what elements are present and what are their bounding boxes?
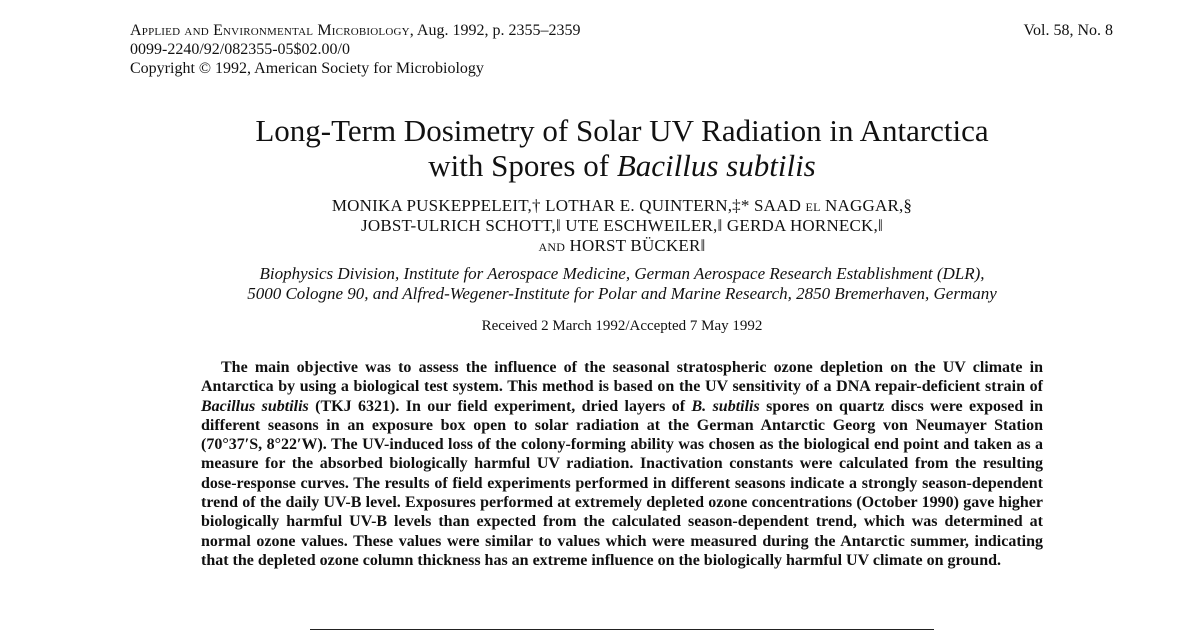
affiliation: [0, 264, 1200, 304]
title-line-1: Long-Term Dosimetry of Solar UV Radiation in Antarctica: [255, 113, 989, 148]
abstract-paragraph: [201, 358, 1043, 570]
authors-line-3-text: HORST BÜCKER‖: [565, 236, 706, 255]
authors-line-3: [0, 236, 1200, 256]
authors-line-1-a: MONIKA PUSKEPPELEIT,† LOTHAR E. QUINTERN,‡* SAAD: [331, 196, 806, 215]
authors-line-1-b: NAGGAR,§: [820, 196, 913, 215]
authors-line-1-sc: el: [805, 196, 821, 215]
abstract-part-1: The main objective was to assess the influence of the seasonal stratospheric ozone depletion on the UV climate in Antarctica by using a biological test system. This method is based on the UV sensitivity of a DNA repair-deficient strain of: [201, 359, 1043, 396]
title-line-2-text: with Spores of: [428, 148, 617, 183]
issn-line: 0099-2240/92/082355-05$02.00/0: [130, 41, 350, 58]
volume-issue: Vol. 58, No. 8: [1023, 22, 1113, 39]
paper-title: [0, 113, 1200, 183]
copyright-line: Copyright © 1992, American Society for Microbiology: [130, 60, 484, 77]
abstract-species-1: Bacillus subtilis: [201, 397, 309, 415]
abstract: [201, 358, 1043, 570]
author-list: [0, 196, 1200, 256]
abstract-part-2: (TKJ 6321). In our field experiment, dried layers of: [308, 397, 692, 415]
authors-line-2: JOBST-ULRICH SCHOTT,‖ UTE ESCHWEILER,‖ GERDA HORNECK,‖: [361, 216, 883, 235]
citation-details: , Aug. 1992, p. 2355–2359: [409, 22, 581, 39]
affiliation-line-2: 5000 Cologne 90, and Alfred-Wegener-Institute for Polar and Marine Research, 2850 Bremerhaven, Germany: [247, 284, 997, 303]
authors-line-1: [0, 196, 1200, 216]
title-species-name: Bacillus subtilis: [616, 148, 816, 183]
affiliation-line-1: Biophysics Division, Institute for Aerospace Medicine, German Aerospace Research Establishment (DLR),: [259, 264, 985, 283]
journal-citation-line: [130, 21, 580, 40]
authors-and: and: [538, 236, 566, 255]
section-divider: [310, 629, 934, 630]
received-accepted-dates: Received 2 March 1992/Accepted 7 May 1992: [481, 318, 763, 334]
journal-header: [130, 21, 580, 78]
abstract-part-3: spores on quartz discs were exposed in different seasons in an exposure box open to solar radiation at the German Antarctic Georg von Neumayer Station (70°37′S, 8°22′W). The UV-induced loss of the colony-forming ability was chosen as the biological end point and taken as a measure for the absorbed biologically harmful UV radiation. Inactivation constants were calculated from the resulting dose-response curves. The results of field experiments performed in different seasons indicate a strongly season-dependent trend of the daily UV-B level. Exposures performed at extremely depleted ozone concentrations (October 1990) gave higher biologically harmful UV-B levels than expected from the calculated season-dependent trend, which was determined at normal ozone values. These values were similar to values which were measured during the Antarctic summer, indicating that the depleted ozone column thickness has an extreme influence on the biologically harmful UV climate on ground.: [201, 397, 1043, 569]
journal-name: Applied and Environmental Microbiology: [130, 22, 410, 39]
title-line-2: [0, 148, 1200, 183]
abstract-species-2: B. subtilis: [691, 397, 760, 415]
